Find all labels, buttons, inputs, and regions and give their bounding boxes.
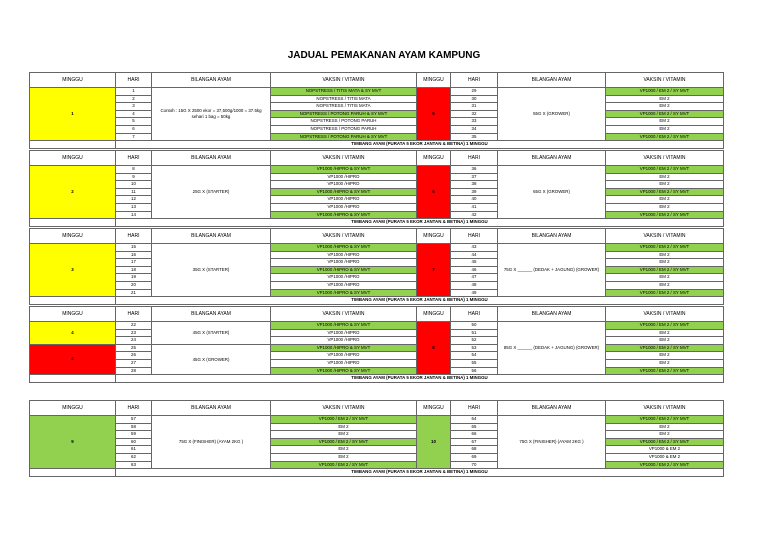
vaksin-cell: VP1000 /HIPRO <box>271 359 417 367</box>
week-cell: 1 <box>30 88 116 141</box>
vaksin-cell: NOPSTRESS / TITIS MATA <box>271 95 417 103</box>
day-cell: 23 <box>116 329 152 337</box>
vaksin-cell: NOPSTRESS / POTONG PARUH & SY MVT <box>271 133 417 141</box>
vaksin-cell: EM 2 <box>606 125 724 133</box>
table-row <box>30 251 724 259</box>
day-cell: 8 <box>116 166 152 174</box>
header-hari: HARI <box>451 307 498 322</box>
header-bilangan-ayam: BILANGAN AYAM <box>152 73 271 88</box>
header-row <box>30 401 724 416</box>
header-vaksin-vitamin: VAKSIN / VITAMIN <box>271 401 417 416</box>
header-vaksin-vitamin: VAKSIN / VITAMIN <box>271 151 417 166</box>
table-row <box>30 359 724 367</box>
vaksin-cell: VP1000 / EM 2 / SY MVT <box>606 289 724 297</box>
day-cell: 60 <box>116 438 152 446</box>
table-row <box>30 196 724 204</box>
vaksin-cell: VP1000 /HIPRO <box>271 251 417 259</box>
day-cell: 40 <box>451 196 498 204</box>
table-row <box>30 438 724 446</box>
day-cell: 41 <box>451 203 498 211</box>
table-row <box>30 352 724 360</box>
table-row <box>30 133 724 141</box>
header-row <box>30 307 724 322</box>
table-row <box>30 446 724 454</box>
day-cell: 19 <box>116 274 152 282</box>
header-minggu: MINGGU <box>30 73 116 88</box>
table-row <box>30 367 724 375</box>
header-bilangan-ayam: BILANGAN AYAM <box>152 307 271 322</box>
header-bilangan-ayam: BILANGAN AYAM <box>498 229 606 244</box>
header-bilangan-ayam: BILANGAN AYAM <box>152 401 271 416</box>
day-cell: 9 <box>116 173 152 181</box>
day-cell: 27 <box>116 359 152 367</box>
vaksin-cell: VP1000 & EM 2 <box>606 453 724 461</box>
day-cell: 49 <box>451 289 498 297</box>
day-cell: 4 <box>116 110 152 118</box>
day-cell: 46 <box>451 266 498 274</box>
schedule-block <box>29 228 724 305</box>
day-cell: 14 <box>116 211 152 219</box>
bilangan-cell: 75G X (FINISHER) (AYAM 2KG ) <box>152 416 271 469</box>
bilangan-cell: 55G X (GROWER) <box>498 88 606 141</box>
table-row <box>30 431 724 439</box>
vaksin-cell: EM 2 <box>606 95 724 103</box>
header-vaksin-vitamin: VAKSIN / VITAMIN <box>606 307 724 322</box>
header-bilangan-ayam: BILANGAN AYAM <box>498 401 606 416</box>
vaksin-cell: NOPSTRESS / POTONG PARUH & SY MVT <box>271 110 417 118</box>
day-cell: 66 <box>451 431 498 439</box>
schedule-block <box>29 306 724 383</box>
table-row <box>30 188 724 196</box>
weigh-note: TIMBANG AYAM (PURATA 5 EKOR JANTAN & BETINA) 1 MINGGU <box>116 219 724 227</box>
vaksin-cell: VP1000 /HIPRO <box>271 329 417 337</box>
vaksin-cell: VP1000 / EM 2 / SY MVT <box>606 88 724 96</box>
table-row <box>30 259 724 267</box>
vaksin-cell: EM 2 <box>606 431 724 439</box>
day-cell: 59 <box>116 431 152 439</box>
vaksin-cell: NOPSTRESS / TITIS MATA <box>271 103 417 111</box>
table-row <box>30 266 724 274</box>
table-row <box>30 203 724 211</box>
day-cell: 54 <box>451 352 498 360</box>
header-minggu: MINGGU <box>30 151 116 166</box>
footer-row <box>30 297 724 305</box>
vaksin-cell: VP1000 /HIPRO & SY MVT <box>271 188 417 196</box>
vaksin-cell: VP1000 /HIPRO <box>271 352 417 360</box>
header-hari: HARI <box>451 401 498 416</box>
day-cell: 35 <box>451 133 498 141</box>
vaksin-cell: EM 2 <box>606 337 724 345</box>
table-row <box>30 281 724 289</box>
header-minggu: MINGGU <box>30 307 116 322</box>
week-cell: 3 <box>30 244 116 297</box>
table-row <box>30 118 724 126</box>
footer-spacer <box>30 219 116 227</box>
header-vaksin-vitamin: VAKSIN / VITAMIN <box>606 229 724 244</box>
day-cell: 69 <box>451 453 498 461</box>
day-cell: 36 <box>451 166 498 174</box>
bilangan-cell: 45G X (GROWER) <box>152 344 271 374</box>
day-cell: 56 <box>451 367 498 375</box>
bilangan-cell: 85G X ______ (DEDAK + JAGUNG) (GROWER) <box>498 322 606 375</box>
day-cell: 15 <box>116 244 152 252</box>
day-cell: 6 <box>116 125 152 133</box>
day-cell: 51 <box>451 329 498 337</box>
header-bilangan-ayam: BILANGAN AYAM <box>498 73 606 88</box>
header-hari: HARI <box>451 151 498 166</box>
week-cell: 4 <box>30 322 116 345</box>
header-hari: HARI <box>451 229 498 244</box>
header-row <box>30 229 724 244</box>
day-cell: 70 <box>451 461 498 469</box>
day-cell: 18 <box>116 266 152 274</box>
week-cell: 7 <box>417 244 451 297</box>
header-minggu: MINGGU <box>30 401 116 416</box>
day-cell: 10 <box>116 181 152 189</box>
vaksin-cell: EM 2 <box>606 173 724 181</box>
header-vaksin-vitamin: VAKSIN / VITAMIN <box>606 73 724 88</box>
vaksin-cell: EM 2 <box>606 359 724 367</box>
day-cell: 11 <box>116 188 152 196</box>
week-cell: 6 <box>417 166 451 219</box>
vaksin-cell: EM 2 <box>606 203 724 211</box>
header-minggu: MINGGU <box>417 307 451 322</box>
day-cell: 26 <box>116 352 152 360</box>
footer-spacer <box>30 297 116 305</box>
table-row <box>30 337 724 345</box>
vaksin-cell: NOPSTRESS / TITIS MATA & SY MVT <box>271 88 417 96</box>
header-bilangan-ayam: BILANGAN AYAM <box>152 151 271 166</box>
weigh-note: TIMBANG AYAM (PURATA 5 EKOR JANTAN & BETINA) 1 MINGGU <box>116 469 724 477</box>
day-cell: 3 <box>116 103 152 111</box>
header-vaksin-vitamin: VAKSIN / VITAMIN <box>606 401 724 416</box>
day-cell: 53 <box>451 344 498 352</box>
vaksin-cell: VP1000 / EM 2 / SY MVT <box>606 438 724 446</box>
day-cell: 1 <box>116 88 152 96</box>
vaksin-cell: VP1000 /HIPRO & SY MVT <box>271 166 417 174</box>
table-row <box>30 453 724 461</box>
table-row <box>30 95 724 103</box>
day-cell: 5 <box>116 118 152 126</box>
vaksin-cell: VP1000 / EM 2 / SY MVT <box>606 344 724 352</box>
vaksin-cell: VP1000 /HIPRO & SY MVT <box>271 322 417 330</box>
table-row <box>30 103 724 111</box>
day-cell: 58 <box>116 423 152 431</box>
header-bilangan-ayam: BILANGAN AYAM <box>498 151 606 166</box>
header-hari: HARI <box>116 229 152 244</box>
vaksin-cell: VP1000 /HIPRO <box>271 203 417 211</box>
header-minggu: MINGGU <box>417 401 451 416</box>
day-cell: 50 <box>451 322 498 330</box>
day-cell: 62 <box>116 453 152 461</box>
vaksin-cell: VP1000 /HIPRO & SY MVT <box>271 211 417 219</box>
header-minggu: MINGGU <box>417 229 451 244</box>
vaksin-cell: VP1000 /HIPRO <box>271 173 417 181</box>
day-cell: 52 <box>451 337 498 345</box>
day-cell: 22 <box>116 322 152 330</box>
day-cell: 25 <box>116 344 152 352</box>
weigh-note: TIMBANG AYAM (PURATA 5 EKOR JANTAN & BETINA) 1 MINGGU <box>116 375 724 383</box>
schedule-block <box>29 400 724 477</box>
footer-spacer <box>30 469 116 477</box>
vaksin-cell: EM 2 <box>606 281 724 289</box>
table-row <box>30 322 724 330</box>
vaksin-cell: VP1000 /HIPRO & SY MVT <box>271 244 417 252</box>
header-minggu: MINGGU <box>417 73 451 88</box>
footer-spacer <box>30 141 116 149</box>
day-cell: 17 <box>116 259 152 267</box>
day-cell: 37 <box>451 173 498 181</box>
header-hari: HARI <box>116 307 152 322</box>
footer-row <box>30 469 724 477</box>
day-cell: 67 <box>451 438 498 446</box>
day-cell: 20 <box>116 281 152 289</box>
day-cell: 45 <box>451 259 498 267</box>
vaksin-cell: VP1000 / EM 2 / SY MVT <box>606 461 724 469</box>
day-cell: 47 <box>451 274 498 282</box>
table-row <box>30 211 724 219</box>
day-cell: 16 <box>116 251 152 259</box>
header-hari: HARI <box>116 401 152 416</box>
vaksin-cell: EM 2 <box>606 118 724 126</box>
bilangan-cell: 75G X (FINISHER) (AYAM 2KG ) <box>498 416 606 469</box>
vaksin-cell: VP1000 /HIPRO & SY MVT <box>271 344 417 352</box>
header-vaksin-vitamin: VAKSIN / VITAMIN <box>271 73 417 88</box>
weigh-note: TIMBANG AYAM (PURATA 5 EKOR JANTAN & BETINA) 1 MINGGU <box>116 141 724 149</box>
vaksin-cell: VP1000 / EM 2 / SY MVT <box>606 322 724 330</box>
table-row <box>30 181 724 189</box>
footer-row <box>30 141 724 149</box>
vaksin-cell: VP1000 / EM 2 / SY MVT <box>606 244 724 252</box>
vaksin-cell: VP1000 / EM 2 / SY MVT <box>606 266 724 274</box>
day-cell: 43 <box>451 244 498 252</box>
vaksin-cell: VP1000 /HIPRO & SY MVT <box>271 367 417 375</box>
vaksin-cell: VP1000 / EM 2 / SY MVT <box>606 133 724 141</box>
header-vaksin-vitamin: VAKSIN / VITAMIN <box>271 229 417 244</box>
vaksin-cell: VP1000 /HIPRO <box>271 196 417 204</box>
vaksin-cell: EM 2 <box>606 103 724 111</box>
footer-spacer <box>30 375 116 383</box>
vaksin-cell: VP1000 & EM 2 <box>606 446 724 454</box>
day-cell: 42 <box>451 211 498 219</box>
vaksin-cell: VP1000 /HIPRO & SY MVT <box>271 289 417 297</box>
vaksin-cell: VP1000 / EM 2 / SY MVT <box>606 367 724 375</box>
header-vaksin-vitamin: VAKSIN / VITAMIN <box>271 307 417 322</box>
table-row <box>30 423 724 431</box>
vaksin-cell: NOPSTRESS / POTONG PARUH <box>271 125 417 133</box>
vaksin-cell: VP1000 /HIPRO <box>271 181 417 189</box>
bilangan-cell: 65G X (GROWER) <box>498 166 606 219</box>
header-hari: HARI <box>116 73 152 88</box>
vaksin-cell: EM 2 <box>606 259 724 267</box>
vaksin-cell: EM 2 <box>606 196 724 204</box>
footer-row <box>30 375 724 383</box>
vaksin-cell: VP1000 / EM 2 / SY MVT <box>271 438 417 446</box>
day-cell: 7 <box>116 133 152 141</box>
vaksin-cell: EM 2 <box>606 274 724 282</box>
table-row <box>30 244 724 252</box>
week-cell: 5 <box>417 88 451 141</box>
day-cell: 13 <box>116 203 152 211</box>
table-row <box>30 461 724 469</box>
vaksin-cell: EM 2 <box>271 446 417 454</box>
day-cell: 30 <box>451 95 498 103</box>
vaksin-cell: VP1000 /HIPRO & SY MVT <box>271 266 417 274</box>
vaksin-cell: VP1000 / EM 2 / SY MVT <box>271 461 417 469</box>
bilangan-cell: 75G X ______ (DEDAK + JAGUNG) (GROWER) <box>498 244 606 297</box>
page-title: JADUAL PEMAKANAN AYAM KAMPUNG <box>287 50 481 61</box>
bilangan-cell: 35G X (STARTER) <box>152 244 271 297</box>
day-cell: 38 <box>451 181 498 189</box>
table-row <box>30 274 724 282</box>
day-cell: 33 <box>451 118 498 126</box>
header-bilangan-ayam: BILANGAN AYAM <box>498 307 606 322</box>
vaksin-cell: EM 2 <box>271 453 417 461</box>
schedule-block <box>29 150 724 227</box>
bilangan-cell: 25G X (STARTER) <box>152 166 271 219</box>
day-cell: 34 <box>451 125 498 133</box>
table-row <box>30 344 724 352</box>
vaksin-cell: EM 2 <box>606 352 724 360</box>
day-cell: 57 <box>116 416 152 424</box>
day-cell: 29 <box>451 88 498 96</box>
vaksin-cell: VP1000 / EM 2 / SY MVT <box>606 188 724 196</box>
day-cell: 12 <box>116 196 152 204</box>
table-row <box>30 125 724 133</box>
day-cell: 24 <box>116 337 152 345</box>
day-cell: 64 <box>451 416 498 424</box>
table-row <box>30 166 724 174</box>
week-cell: 4 <box>30 344 116 374</box>
day-cell: 21 <box>116 289 152 297</box>
schedule-block <box>29 72 724 149</box>
day-cell: 31 <box>451 103 498 111</box>
vaksin-cell: EM 2 <box>271 423 417 431</box>
vaksin-cell: EM 2 <box>606 181 724 189</box>
bilangan-cell: Contoh : 15G X 2500 ekor = 37,500g/1000 = 37.5kg sehari 1 bag = 50kg <box>152 88 271 141</box>
day-cell: 48 <box>451 281 498 289</box>
day-cell: 61 <box>116 446 152 454</box>
header-hari: HARI <box>451 73 498 88</box>
vaksin-cell: VP1000 / EM 2 / SY MVT <box>606 110 724 118</box>
vaksin-cell: EM 2 <box>271 431 417 439</box>
week-cell: 9 <box>30 416 116 469</box>
week-cell: 10 <box>417 416 451 469</box>
day-cell: 68 <box>451 446 498 454</box>
table-row <box>30 416 724 424</box>
vaksin-cell: EM 2 <box>606 329 724 337</box>
day-cell: 2 <box>116 95 152 103</box>
table-row <box>30 110 724 118</box>
day-cell: 63 <box>116 461 152 469</box>
footer-row <box>30 219 724 227</box>
table-row <box>30 173 724 181</box>
vaksin-cell: VP1000 /HIPRO <box>271 337 417 345</box>
table-row <box>30 329 724 337</box>
header-minggu: MINGGU <box>30 229 116 244</box>
header-row <box>30 73 724 88</box>
vaksin-cell: NOPSTRESS / POTONG PARUH <box>271 118 417 126</box>
header-vaksin-vitamin: VAKSIN / VITAMIN <box>606 151 724 166</box>
weigh-note: TIMBANG AYAM (PURATA 5 EKOR JANTAN & BETINA) 1 MINGGU <box>116 297 724 305</box>
week-cell: 8 <box>417 322 451 375</box>
day-cell: 55 <box>451 359 498 367</box>
day-cell: 32 <box>451 110 498 118</box>
day-cell: 65 <box>451 423 498 431</box>
header-minggu: MINGGU <box>417 151 451 166</box>
header-hari: HARI <box>116 151 152 166</box>
vaksin-cell: VP1000 /HIPRO <box>271 274 417 282</box>
header-bilangan-ayam: BILANGAN AYAM <box>152 229 271 244</box>
vaksin-cell: VP1000 /HIPRO <box>271 281 417 289</box>
vaksin-cell: VP1000 / EM 2 / SY MVT <box>606 211 724 219</box>
table-row <box>30 289 724 297</box>
vaksin-cell: VP1000 / EM 2 / SY MVT <box>606 416 724 424</box>
vaksin-cell: VP1000 /HIPRO <box>271 259 417 267</box>
header-row <box>30 151 724 166</box>
day-cell: 44 <box>451 251 498 259</box>
day-cell: 39 <box>451 188 498 196</box>
vaksin-cell: EM 2 <box>606 251 724 259</box>
vaksin-cell: EM 2 <box>606 423 724 431</box>
week-cell: 2 <box>30 166 116 219</box>
vaksin-cell: VP1000 / EM 2 / SY MVT <box>606 166 724 174</box>
bilangan-cell: 45G X (STARTER) <box>152 322 271 345</box>
day-cell: 28 <box>116 367 152 375</box>
table-row <box>30 88 724 96</box>
vaksin-cell: VP1000 / EM 2 / SY MVT <box>271 416 417 424</box>
